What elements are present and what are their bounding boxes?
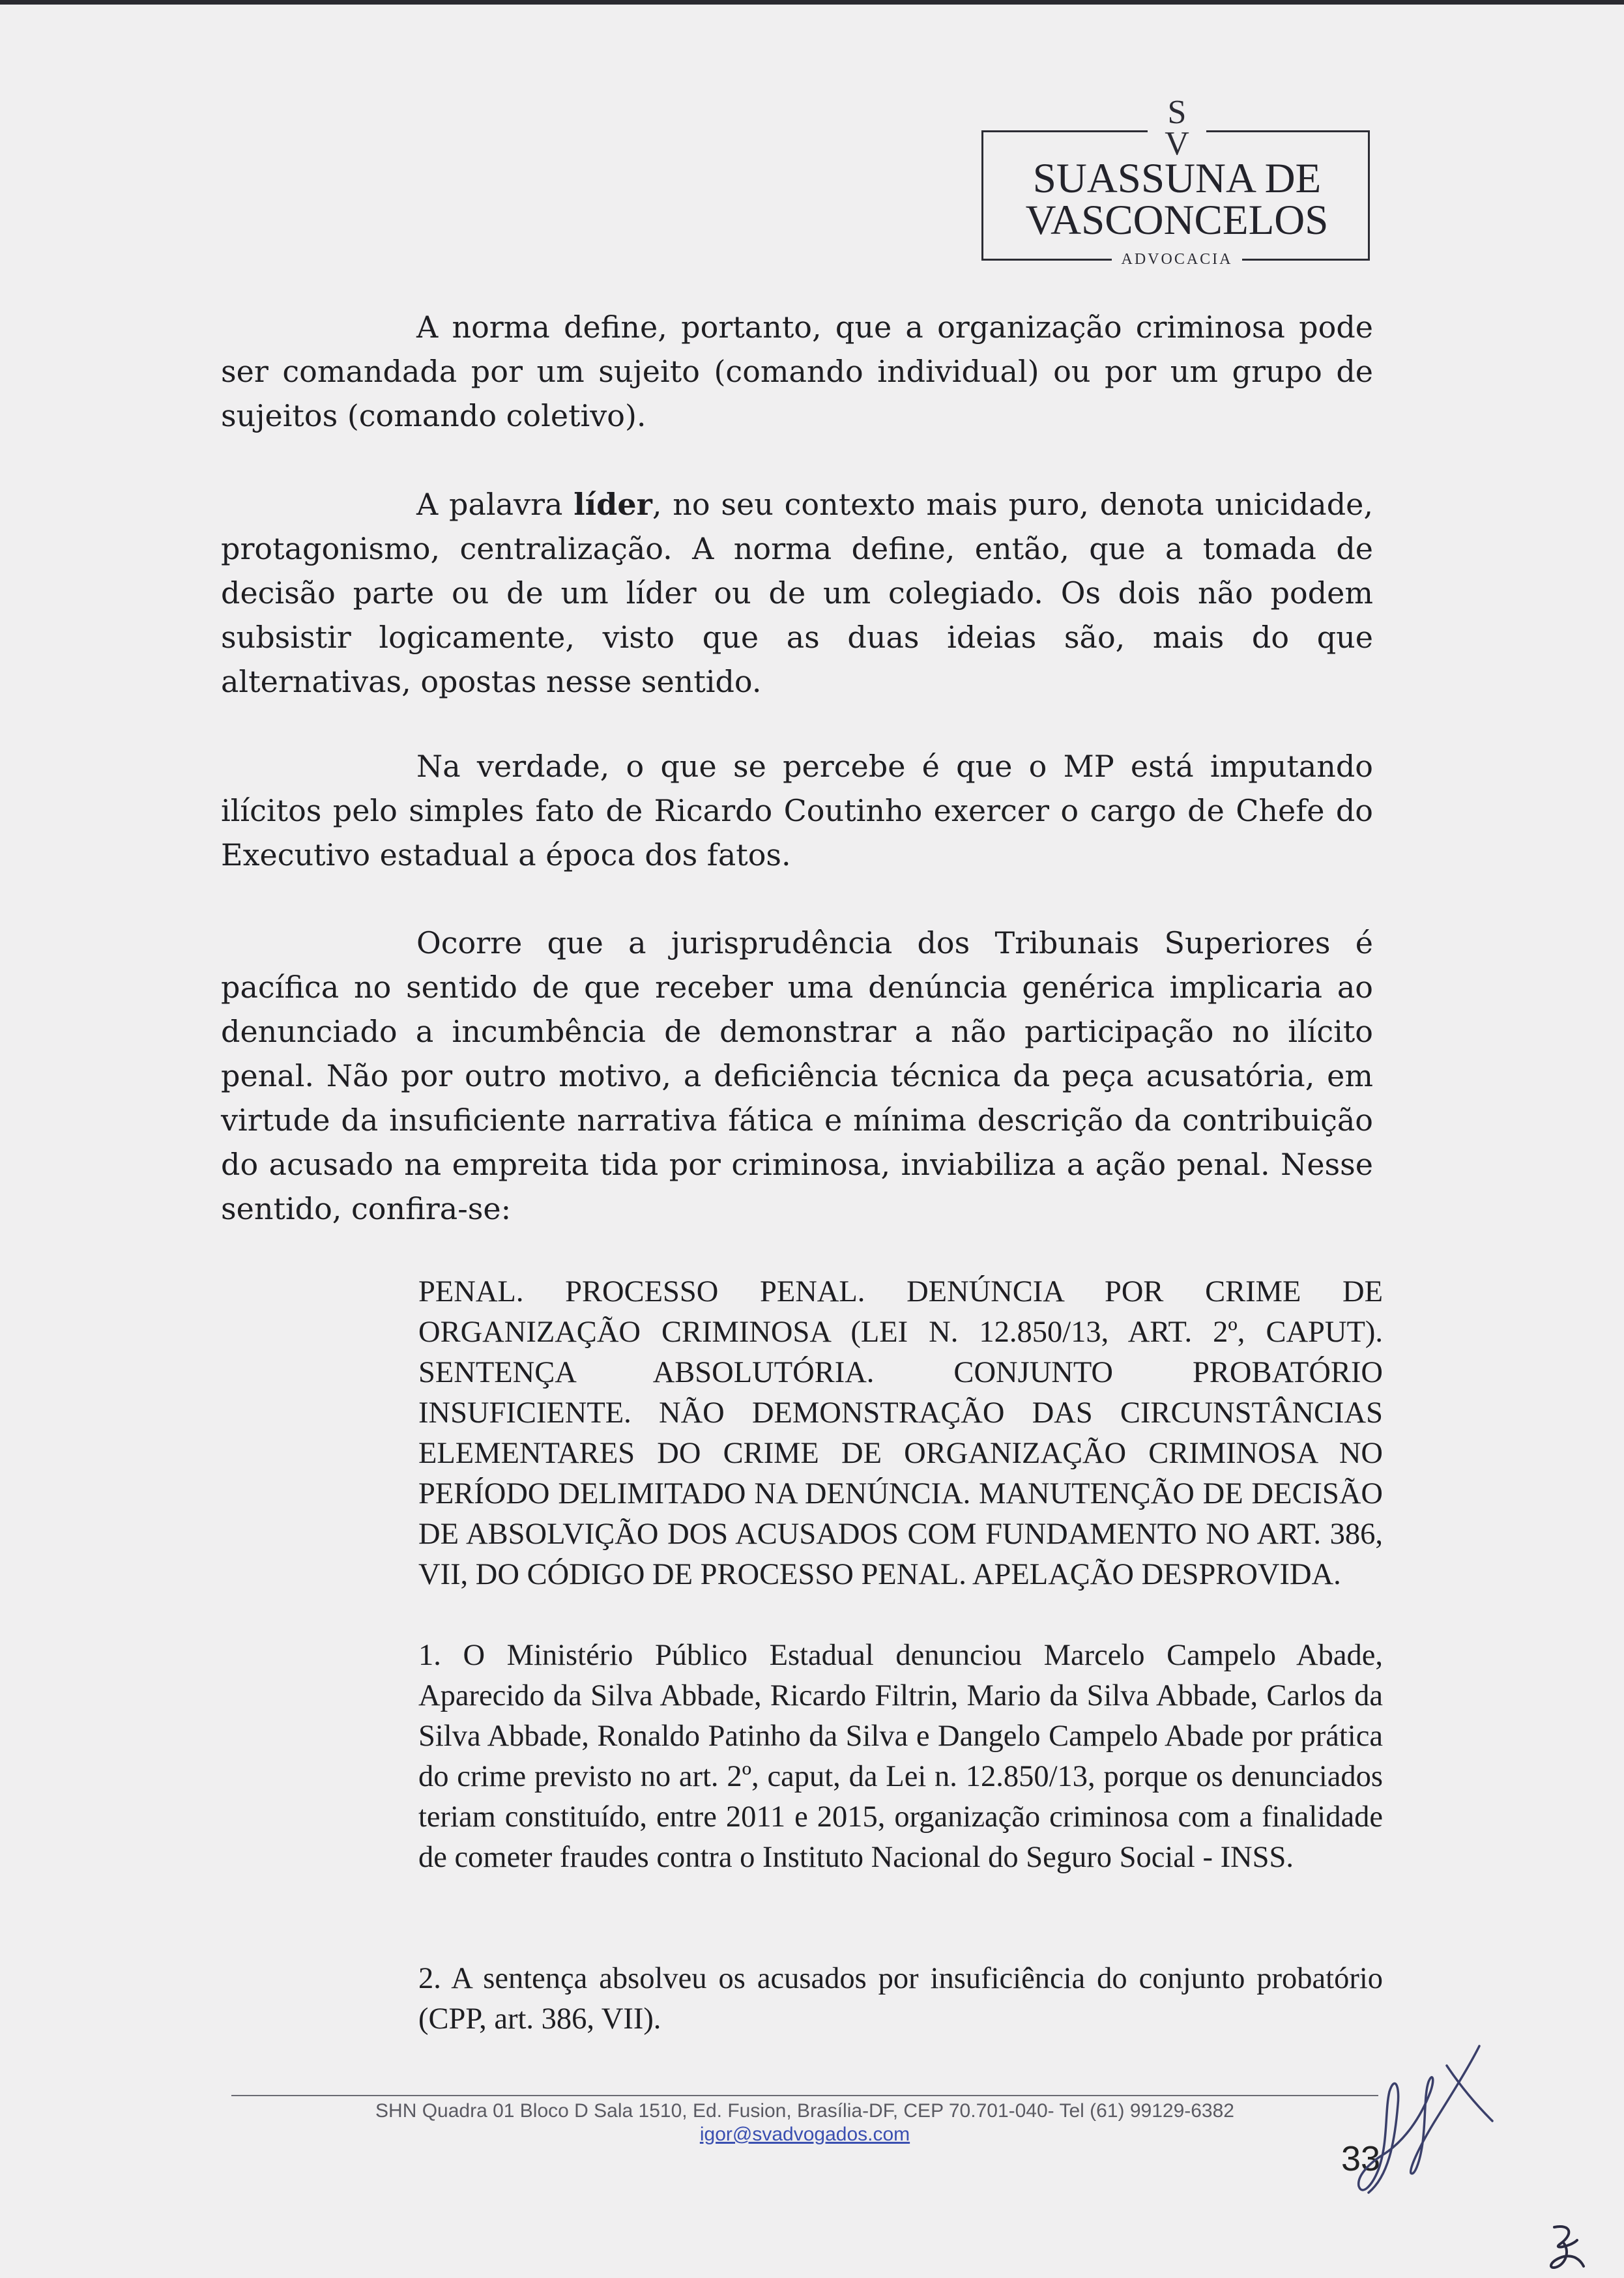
page-top-edge: [0, 0, 1624, 5]
footer-divider: [231, 2095, 1378, 2096]
quote-item-1: 1. O Ministério Público Estadual denunciou Marcelo Campelo Abade, Aparecido da Silva Abbade, Ricardo Filtrin, Mario da Silva Abbade, Carlos da Silva Abbade, Ronaldo Patinho da Silva e Dangelo Campelo Abade por prática do crime previsto no art. 2º, caput, da Lei n. 12.850/13, porque os denunciados teriam constituído, entre 2011 e 2015, organização criminosa com a finalidade de cometer fraudes contra o Instituto Nacional do Seguro Social - INSS.: [418, 1639, 1383, 1874]
page-number: 33: [1341, 2139, 1381, 2178]
logo-monogram-s: S: [1167, 94, 1187, 131]
logo-name-line1: SUASSUNA DE: [1032, 155, 1322, 202]
footer-address: SHN Quadra 01 Bloco D Sala 1510, Ed. Fusion, Brasília-DF, CEP 70.701-040- Tel (61) 99129-6382: [375, 2100, 1234, 2122]
firm-logo: [981, 94, 1372, 268]
logo-monogram-v: V: [1165, 125, 1189, 162]
handwritten-signature: [1349, 2013, 1499, 2209]
paragraph-2-bold-term: líder: [573, 487, 652, 522]
handwritten-initial: [1544, 2221, 1590, 2273]
paragraph-2-start: A palavra: [416, 487, 574, 522]
paragraph-2: [221, 482, 1373, 704]
paragraph-2-rest: , no seu contexto mais puro, denota unicidade, protagonismo, centralização. A norma define, então, que a tomada de decisão parte ou de um líder ou de um colegiado. Os dois não podem subsistir logicamente, visto que as duas ideias são, mais do que alternativas, opostas nesse sentido.: [221, 487, 1374, 699]
paragraph-1: A norma define, portanto, que a organização criminosa pode ser comandada por um sujeito (comando individual) ou por um grupo de sujeitos (comando coletivo).: [221, 310, 1373, 433]
quote-item-2: 2. A sentença absolveu os acusados por insuficiência do conjunto probatório (CPP, art. 386, VII).: [418, 1962, 1383, 2036]
quote-ementa: PENAL. PROCESSO PENAL. DENÚNCIA POR CRIME DE ORGANIZAÇÃO CRIMINOSA (LEI N. 12.850/13, ART. 2º, CAPUT). SENTENÇA ABSOLUTÓRIA. CONJUNTO PROBATÓRIO INSUFICIENTE. NÃO DEMONSTRAÇÃO DAS CIRCUNSTÂNCIAS ELEMENTARES DO CRIME DE ORGANIZAÇÃO CRIMINOSA NO PERÍODO DELIMITADO NA DENÚNCIA. MANUTENÇÃO DE DECISÃO DE ABSOLVIÇÃO DOS ACUSADOS COM FUNDAMENTO NO ART. 386, VII, DO CÓDIGO DE PROCESSO PENAL. APELAÇÃO DESPROVIDA.: [418, 1275, 1383, 1591]
paragraph-3: Na verdade, o que se percebe é que o MP está imputando ilícitos pelo simples fato de Ricardo Coutinho exercer o cargo de Chefe do Executivo estadual a época dos fatos.: [221, 749, 1373, 872]
paragraph-4: Ocorre que a jurisprudência dos Tribunais Superiores é pacífica no sentido de que receber uma denúncia genérica implicaria ao denunciado a incumbência de demonstrar a não participação no ilícito penal. Não por outro motivo, a deficiência técnica da peça acusatória, em virtude da insuficiente narrativa fática e mínima descrição da contribuição do acusado na empreita tida por criminosa, inviabiliza a ação penal. Nesse sentido, confira-se:: [221, 925, 1373, 1226]
footer-email-link[interactable]: igor@svadvogados.com: [699, 2124, 910, 2145]
logo-firm-name: [981, 155, 1372, 244]
logo-name-line2: VASCONCELOS: [1025, 197, 1329, 244]
logo-tagline: ADVOCACIA: [1112, 250, 1242, 269]
